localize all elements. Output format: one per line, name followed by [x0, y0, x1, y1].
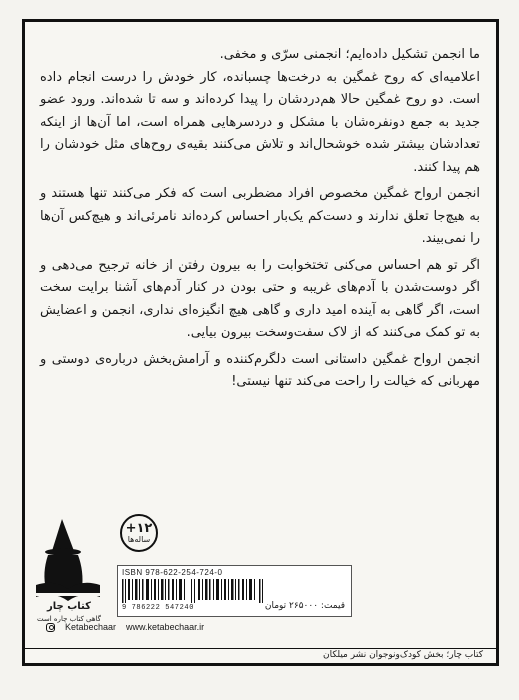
- blurb-text: [40, 44, 480, 398]
- footer-imprint: کتاب چار؛ بخش کودک‌ونوجوان نشر میلکان: [323, 650, 483, 660]
- publisher-tagline: گاهی کتاب چاره است: [36, 615, 102, 623]
- age-label: ساله‌ها: [127, 535, 151, 544]
- age-rating-badge: [120, 514, 158, 552]
- blurb-paragraph: ما انجمن تشکیل داده‌ایم؛ انجمنی سرّی و مخفی.: [219, 47, 480, 62]
- footer-divider: [23, 648, 498, 649]
- instagram-icon: [46, 623, 55, 632]
- publisher-logo: [34, 515, 104, 635]
- social-links: [46, 620, 426, 634]
- blurb-paragraph: اعلامیه‌ای که روح غمگین به درخت‌ها چسبانده، کار خودش را درست انجام داده است. دو روح غمگین حالا هم‌دردشان را پیدا کرده‌اند و سه تا شده‌اند. ورود عضو جدید به جمع دونفره‌شان با مشکل و دردسرهایی همراه است، اما آن‌ها از اینکه تعدادشان بیشتر شده خوشحال‌اند و تلاش می‌کنند بقیه‌ی روح‌های مثل خودشان را هم پیدا کنند.: [40, 69, 480, 175]
- price-label: قیمت: ۲۶۵۰۰۰ تومان: [264, 601, 345, 611]
- blurb-paragraph: اگر تو هم احساس می‌کنی تختخوابت را به بیرون رفتن از خانه ترجیح می‌دهی و اگر دوست‌شدن با آدم‌های غریبه و حتی بودن در کنار آدم‌های آشنا برایت سخت است، اگر گاهی به آینده امید داری و گاهی هیچ انگیزه‌ای نداری، انجمن و اعضایش به تو کمک می‌کنند که از لاک سفت‌وسخت بیرون بیایی.: [40, 257, 480, 340]
- isbn-text: ISBN 978-622-254-724-0: [122, 568, 223, 577]
- publisher-name: کتاب چار: [47, 601, 91, 612]
- instagram-handle[interactable]: Ketabechaar: [65, 622, 117, 632]
- barcode-icon: [122, 579, 265, 603]
- blurb-paragraph: انجمن ارواح غمگین مخصوص افراد مضطربی است که فکر می‌کنند تنها هستند و به هیچ‌جا تعلق ندارند و دست‌کم یک‌بار احساس کرده‌اند نامرئی‌اند و هیچ‌کس آن‌ها را نمی‌بیند.: [40, 186, 480, 246]
- age-number: +۱۲: [125, 521, 153, 536]
- blurb-paragraph: انجمن ارواح غمگین داستانی است دلگرم‌کننده و آرامش‌بخش درباره‌ی دوستی و مهربانی که خیالت را راحت می‌کند تنها نیستی!: [40, 351, 480, 389]
- website-link[interactable]: www.ketabechaar.ir: [126, 622, 205, 632]
- barcode-digits: 9 786222 547240: [122, 604, 195, 612]
- barcode-panel: [117, 565, 352, 617]
